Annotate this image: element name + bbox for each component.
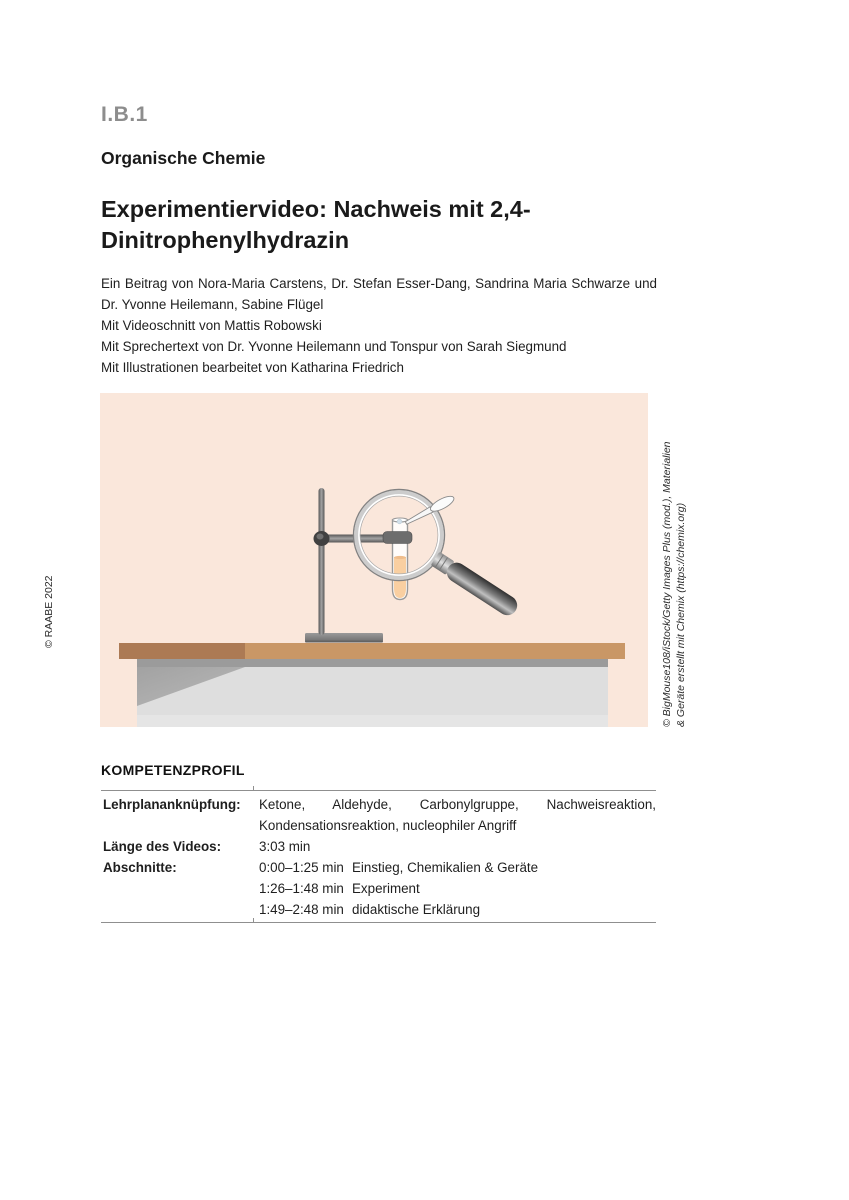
sections-row — [101, 857, 656, 920]
competence-table — [101, 790, 656, 923]
lab-table — [119, 643, 625, 727]
credit-line: Mit Videoschnitt von Mattis Robowski — [101, 318, 322, 333]
stand-knob-highlight — [317, 534, 324, 540]
curriculum-value-line-2: Kondensationsreaktion, nucleophiler Angriff — [259, 818, 517, 833]
title-line-2: Dinitrophenylhydrazin — [101, 227, 350, 253]
video-length-value: 3:03 min — [259, 839, 311, 854]
credit-line: Dr. Yvonne Heilemann, Sabine Flügel — [101, 297, 324, 312]
image-credit-line-1: © BigMouse108/iStock/Getty Images Plus (mod.), Materialien — [661, 441, 673, 727]
table-body-light-strip — [137, 715, 608, 727]
section-heading: KOMPETENZPROFIL — [101, 762, 245, 778]
page-title — [101, 194, 657, 256]
credit-line: Mit Sprechertext von Dr. Yvonne Heilemann und Tonspur von Sarah Siegmund — [101, 339, 567, 354]
table-edge-shadow — [137, 659, 608, 667]
video-length-label: Länge des Videos: — [103, 839, 222, 854]
section-entry — [259, 857, 656, 878]
section-time: 1:26–1:48 min — [259, 881, 344, 896]
droplet — [397, 519, 402, 524]
curriculum-label: Lehrplananknüpfung: — [103, 797, 241, 812]
curriculum-row — [101, 794, 656, 836]
image-credit-right — [660, 395, 688, 727]
column-divider-tick — [253, 918, 254, 922]
stand-base-edge — [305, 641, 383, 643]
experiment-illustration — [100, 393, 648, 727]
curriculum-value — [259, 794, 656, 836]
copyright-left: © RAABE 2022 — [43, 575, 55, 648]
credit-line: Mit Illustrationen bearbeitet von Katharina Friedrich — [101, 360, 404, 375]
stand-rod — [319, 488, 325, 635]
sections-label: Abschnitte: — [103, 860, 177, 875]
sections-list — [259, 857, 656, 920]
credit-line: Ein Beitrag von Nora-Maria Carstens, Dr. Stefan Esser-Dang, Sandrina Maria Schwarze und — [101, 276, 657, 291]
video-length-row — [101, 836, 656, 857]
test-tube — [393, 518, 408, 600]
section-desc: didaktische Erklärung — [352, 902, 481, 917]
column-divider-tick — [253, 786, 254, 790]
image-credit-line-2: & Geräte erstellt mit Chemix (https://chemix.org) — [675, 502, 687, 727]
section-entry — [259, 878, 656, 899]
section-desc: Einstieg, Chemikalien & Geräte — [352, 860, 539, 875]
section-time: 0:00–1:25 min — [259, 860, 344, 875]
unit-code: I.B.1 — [101, 103, 148, 126]
liquid-surface — [394, 556, 406, 559]
tube-clamp — [383, 532, 412, 544]
section-entry — [259, 899, 656, 920]
tabletop-shadowed-part — [119, 643, 245, 659]
title-line-1: Experimentiervideo: Nachweis mit 2,4- — [101, 196, 531, 222]
section-desc: Experiment — [352, 881, 420, 896]
subject-heading: Organische Chemie — [101, 148, 266, 168]
section-time: 1:49–2:48 min — [259, 902, 344, 917]
experiment-illustration-svg — [100, 393, 648, 727]
credits-block — [101, 273, 657, 378]
curriculum-value-line-1: Ketone, Aldehyde, Carbonylgruppe, Nachweisreaktion, — [259, 797, 656, 812]
